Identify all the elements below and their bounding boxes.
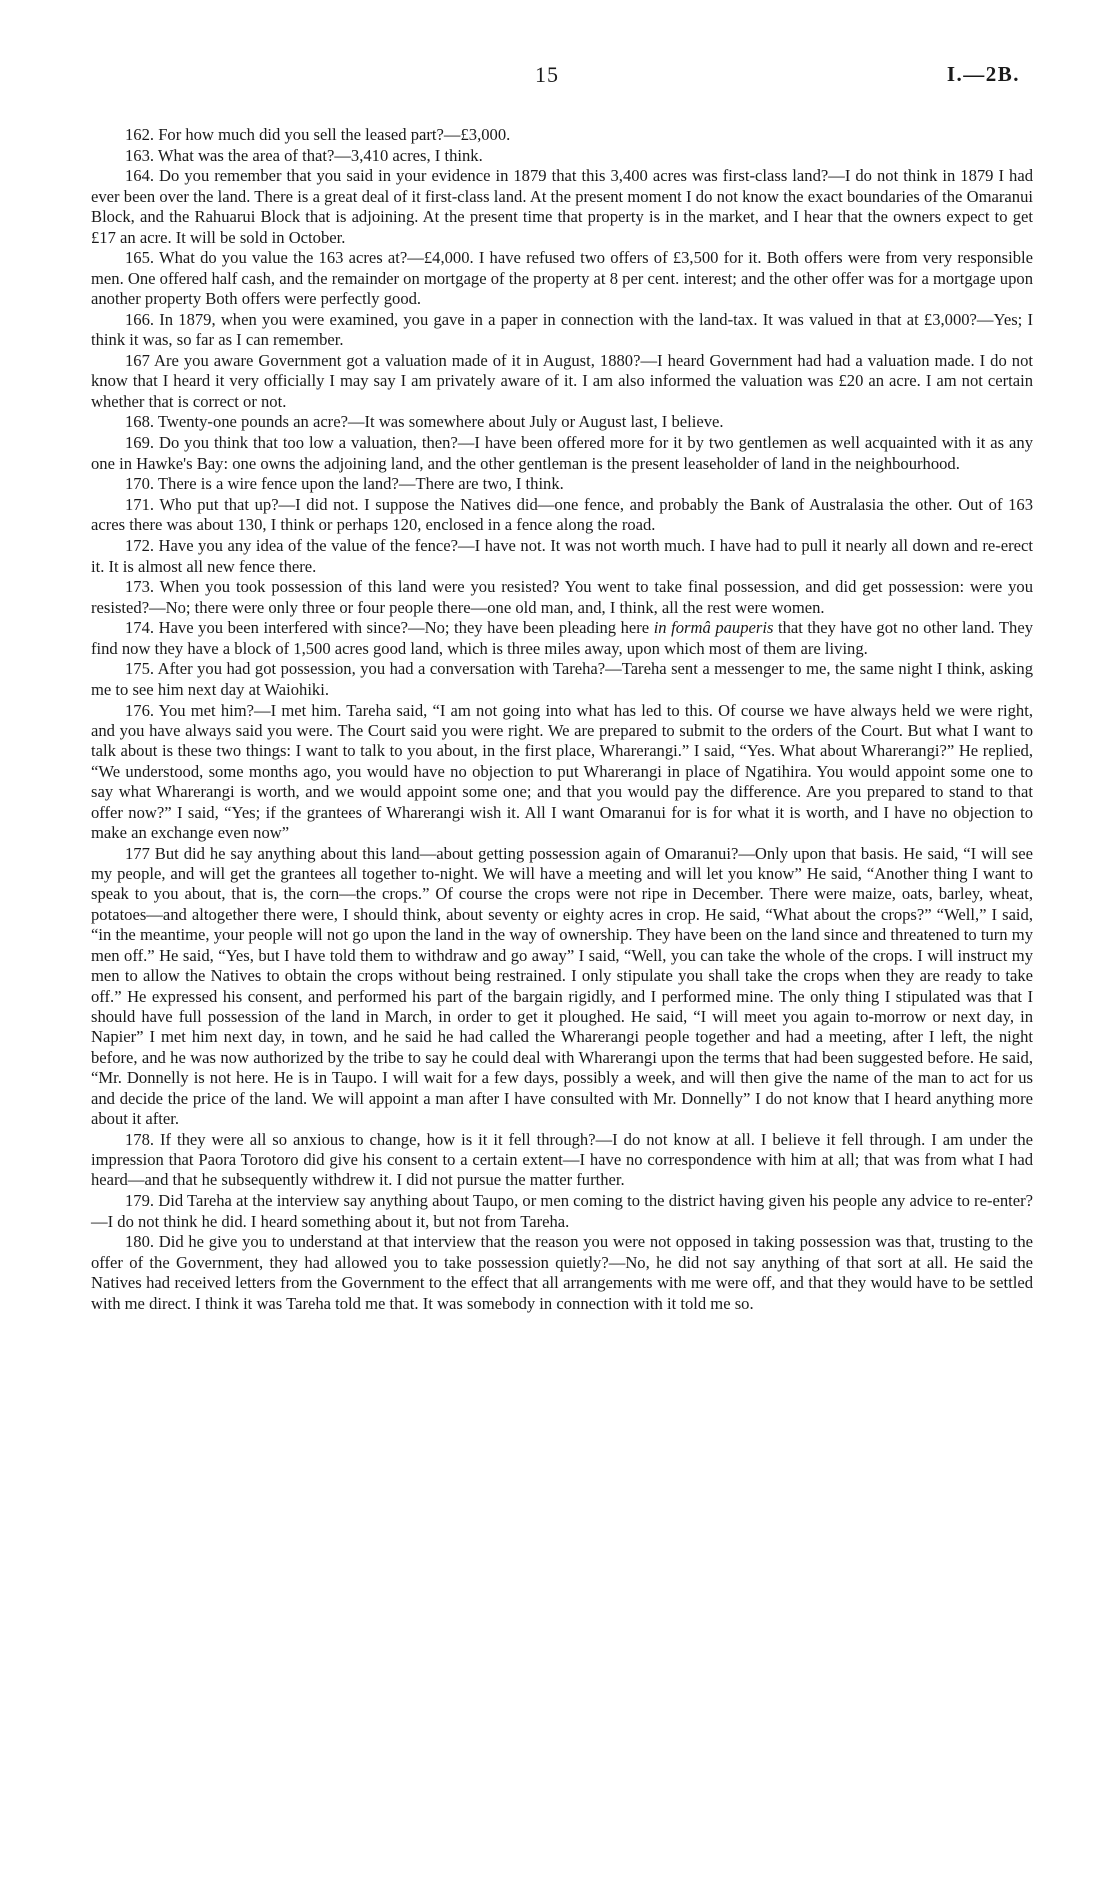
- question-167: 167 Are you aware Government got a valuation made of it in August, 1880?—I heard Government had had a valuation made. I do not know that I heard it very officially I may say I am privately aware of it. I am also informed the valuation was £20 an acre. I am not certain whether that is correct or not.: [91, 350, 1033, 411]
- question-164: 164. Do you remember that you said in your evidence in 1879 that this 3,400 acres was first-class land?—I do not think in 1879 I had ever been over the land. There is a great deal of it first-class land. At the present moment I do not know the exact boundaries of the Omaranui Block, and the Rahuarui Block that is adjoining. At the present time that property is in the market, and I hear that the owners expect to get £17 an acre. It will be sold in October.: [91, 166, 1033, 247]
- question-180: 180. Did he give you to understand at that interview that the reason you were not opposed in taking possession was that, trusting to the offer of the Government, they had allowed you to take possession quietly?—No, he did not say anything of that sort at all. He said the Natives had received letters from the Government to the effect that all arrangements with me were off, and that they would have to be settled with me direct. I think it was Tareha told me that. It was somebody in connection with it told me so.: [91, 1232, 1033, 1313]
- question-172: 172. Have you any idea of the value of the fence?—I have not. It was not worth much. I have had to pull it nearly all down and re-erect it. It is almost all new fence there.: [91, 536, 1033, 576]
- question-174: [91, 618, 1033, 659]
- question-163: 163. What was the area of that?—3,410 acres, I think.: [125, 145, 483, 165]
- question-178: 178. If they were all so anxious to change, how is it it fell through?—I do not know at all. I believe it fell through. I am under the impression that Paora Torotoro did give his consent to a certain extent—I have no correspondence with him at all; that was from what I had heard—and that he subsequently withdrew it. I did not pursue the matter further.: [91, 1129, 1033, 1190]
- question-179: 179. Did Tareha at the interview say anything about Taupo, or men coming to the district having given his people any advice to re-enter?—I do not think he did. I heard something about it, but not from Tareha.: [91, 1191, 1033, 1231]
- question-177: 177 But did he say anything about this land—about getting possession again of Omaranui?—Only upon that basis. He said, “I will see my people, and will get the grantees all together to-night. We will have a meeting and will let you know” He said, “Another thing I want to speak to you about, that is, the corn—the crops.” Of course the crops were not ripe in December. There were maize, oats, barley, wheat, potatoes—and altogether there were, I should think, about seventy or eighty acres in crop. He said, “What about the crops?” “Well,” I said, “in the meantime, your people will not go upon the land in the way of ownership. They have been on the land since and threatened to turn my men off.” He said, “Yes, but I have told them to withdraw and go away” I said, “Well, you can take the whole of the crops. I will instruct my men to allow the Natives to obtain the crops without being restrained. I only stipulate you shall take the crops when they are ready to take off.” He expressed his consent, and performed his part of the bargain rigidly, and I performed mine. The only thing I stipulated was that I should have full possession of the land in March, in order to get it ploughed. He said, “I will meet you again to-morrow or next day, in Napier” I met him next day, in town, and he said he had called the Wharerangi people together and had a meeting, after I left, the night before, and he was now authorized by the tribe to say he could deal with Wharerangi upon the terms that had been suggested before. He said, “Mr. Donnelly is not here. He is in Taupo. I will wait for a few days, possibly a week, and will then give the name of the man to act for us and decide the price of the land. We will appoint a man after I have consulted with Mr. Donnelly” I do not know that I heard anything more about it after.: [91, 843, 1033, 1128]
- page-header: [0, 62, 1114, 92]
- question-174-end: that they have got no other land. They find now they have a block of 1,500 acres good land, which is three miles away, upon which most of them are living.: [91, 618, 1033, 658]
- evidence-text: [91, 125, 1033, 1314]
- question-168: 168. Twenty-one pounds an acre?—It was somewhere about July or August last, I believe.: [125, 412, 724, 432]
- question-169: 169. Do you think that too low a valuation, then?—I have been offered more for it by two gentlemen as well acquainted with it as any one in Hawke's Bay: one owns the adjoining land, and the other gentleman is the present leaseholder of land in the neighbourhood.: [91, 433, 1033, 473]
- question-176: 176. You met him?—I met him. Tareha said, “I am not going into what has led to this. Of course we have always held we were right, and you have always said you were. The Court said you were right. We are prepared to submit to the orders of the Court. But what I want to talk about is these two things: I want to talk to you about, in the first place, Wharerangi.” I said, “Yes. What about Wharerangi?” He replied, “We understood, some months ago, you would have no objection to put Wharerangi in place of Ngatihira. You would appoint some one to say what Wharerangi is worth, and we would appoint some one; and that you would pay the difference. Are you prepared to stand to that offer now?” I said, “Yes; if the grantees of Wharerangi wish it. All I want Omaranui for is for what it is worth, and I have no objection to make an exchange even now”: [91, 700, 1033, 842]
- question-166: 166. In 1879, when you were examined, you gave in a paper in connection with the land-tax. It was valued in that at £3,000?—Yes; I think it was, so far as I can remember.: [91, 309, 1033, 350]
- question-165: 165. What do you value the 163 acres at?—£4,000. I have refused two offers of £3,500 for it. Both offers were from very responsible men. One offered half cash, and the remainder on mortgage of the property at 8 per cent. interest; and the other offer was for a mortgage upon another property Both offers were perfectly good.: [91, 248, 1033, 309]
- question-174-start: 174. Have you been interfered with since?—No; they have been pleading here: [125, 618, 654, 638]
- question-173: 173. When you took possession of this land were you resisted? You went to take final possession, and did get possession: were you resisted?—No; there were only three or four people there—one old man, and, I think, all the rest were women.: [91, 577, 1033, 617]
- question-162: 162. For how much did you sell the leased part?—£3,000.: [125, 125, 511, 144]
- document-reference: I.—2B.: [946, 62, 1020, 86]
- latin-phrase: in formâ pauperis: [653, 618, 774, 638]
- question-170: 170. There is a wire fence upon the land?—There are two, I think.: [125, 474, 564, 494]
- page-number: 15: [535, 62, 559, 87]
- question-171: 171. Who put that up?—I did not. I suppose the Natives did—one fence, and probably the Bank of Australasia the other. Out of 163 acres there was about 130, I think or perhaps 120, enclosed in a fence along the road.: [91, 494, 1033, 535]
- question-175: 175. After you had got possession, you had a conversation with Tareha?—Tareha sent a messenger to me, the same night I think, asking me to see him next day at Waiohiki.: [91, 659, 1033, 699]
